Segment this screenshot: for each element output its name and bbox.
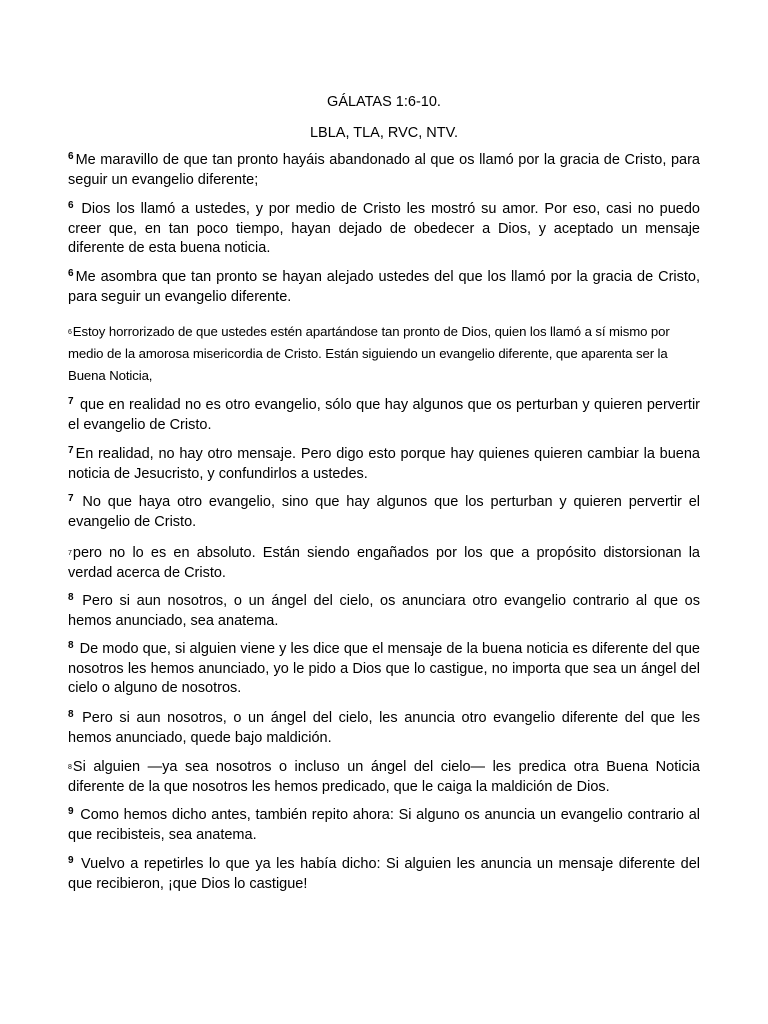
verse-text: Vuelvo a repetirles lo que ya les había dicho: Si alguien les anuncia un mensaje diferente del que recibieron, ¡que Dios lo castigue! (68, 856, 700, 892)
verse-text: Estoy horrorizado de que ustedes estén apartándose tan pronto de Dios, quien los llamó a sí mismo por medio de la amorosa misericordia de Cristo. Están siguiendo un evangelio diferente, que aparenta ser la Buena Noticia, (68, 324, 670, 383)
verse-6-lbla (68, 151, 700, 190)
verse-text: pero no lo es en absoluto. Están siendo engañados por los que a propósito distorsionan la verdad acerca de Cristo. (68, 545, 700, 581)
verse-number: 6 (68, 268, 74, 279)
verse-7-lbla (68, 396, 700, 435)
verse-number: 7 (68, 493, 74, 504)
verse-text: Me asombra que tan pronto se hayan alejado ustedes del que los llamó por la gracia de Cristo, para seguir un evangelio diferente. (68, 269, 700, 305)
verse-number: 7 (68, 396, 74, 407)
document-title: GÁLATAS 1:6-10. (327, 94, 441, 110)
bible-versions-subtitle: LBLA, TLA, RVC, NTV. (309, 125, 459, 141)
verse-number: 8 (68, 592, 74, 603)
verse-7-ntv (68, 544, 700, 583)
verse-number: 6 (68, 329, 72, 336)
verse-number: 8 (68, 709, 74, 720)
verse-8-rvc (68, 709, 700, 748)
verse-text: que en realidad no es otro evangelio, sólo que hay algunos que os perturban y quieren pervertir el evangelio de Cristo. (68, 397, 700, 433)
verse-text: Como hemos dicho antes, también repito ahora: Si alguno os anuncia un evangelio contrario al que recibisteis, sea anatema. (68, 807, 700, 843)
verse-6-rvc (68, 268, 700, 307)
verse-number: 6 (68, 200, 74, 211)
verse-7-tla (68, 445, 700, 484)
verse-number: 9 (68, 806, 74, 817)
verse-text: Si alguien —ya sea nosotros o incluso un ángel del cielo— les predica otra Buena Noticia diferente de la que nosotros les hemos predicado, que le caiga la maldición de Dios. (68, 759, 700, 795)
verse-text: Dios los llamó a ustedes, y por medio de Cristo les mostró su amor. Por eso, casi no puedo creer que, en tan poco tiempo, hayan dejado de obedecer a Dios, y aceptado un mensaje diferente de esta buena noticia. (68, 201, 700, 256)
verse-text: No que haya otro evangelio, sino que hay algunos que los perturban y quieren pervertir el evangelio de Cristo. (68, 494, 700, 530)
verse-8-tla (68, 640, 700, 699)
verse-6-tla (68, 200, 700, 259)
verse-number: 7 (68, 550, 72, 557)
verse-text: Me maravillo de que tan pronto hayáis abandonado al que os llamó por la gracia de Cristo, para seguir un evangelio diferente; (68, 152, 700, 188)
verse-number: 9 (68, 855, 74, 866)
verse-8-ntv (68, 758, 700, 797)
verse-7-rvc (68, 493, 700, 532)
verse-6-ntv (68, 321, 700, 387)
verse-number: 6 (68, 151, 74, 162)
verse-9-lbla (68, 806, 700, 845)
verse-9-tla (68, 855, 700, 894)
verse-text: Pero si aun nosotros, o un ángel del cielo, les anuncia otro evangelio diferente del que les hemos anunciado, quede bajo maldición. (68, 710, 700, 746)
verse-number: 7 (68, 445, 74, 456)
verse-text: Pero si aun nosotros, o un ángel del cielo, os anunciara otro evangelio contrario al que os hemos anunciado, sea anatema. (68, 593, 700, 629)
verse-number: 8 (68, 640, 74, 651)
verse-text: En realidad, no hay otro mensaje. Pero digo esto porque hay quienes quieren cambiar la buena noticia de Jesucristo, y confundirlos a ustedes. (68, 446, 700, 482)
verse-8-lbla (68, 592, 700, 631)
verse-text: De modo que, si alguien viene y les dice que el mensaje de la buena noticia es diferente del que nosotros les hemos anunciado, yo le pido a Dios que lo castigue, no importa que sea un ángel del cielo o alguno de nosotros. (68, 641, 700, 696)
verse-number: 8 (68, 764, 72, 771)
